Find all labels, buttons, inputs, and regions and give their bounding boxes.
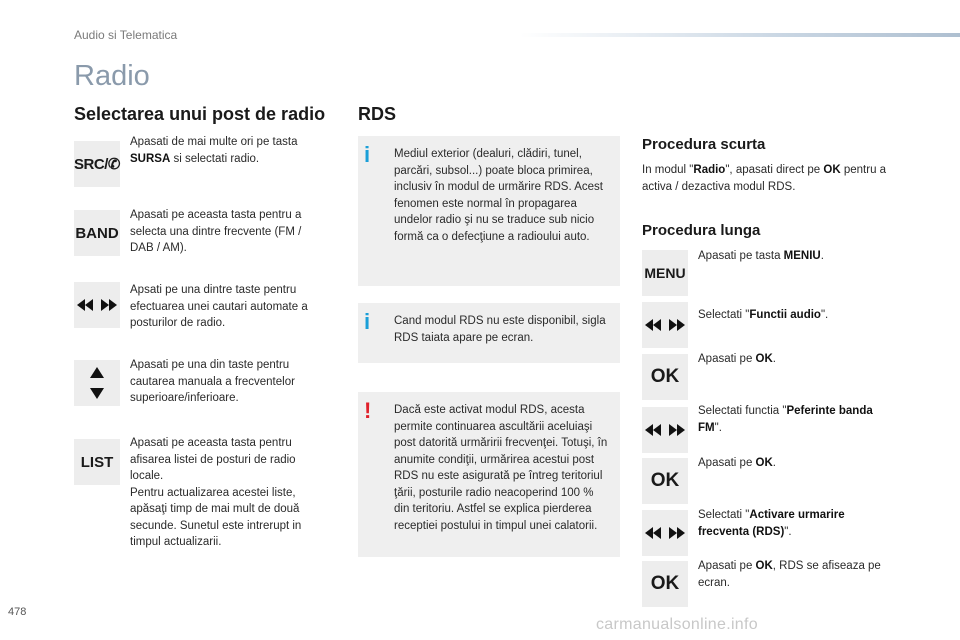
selectare-text-4: Apasati pe una din taste pentru cautarea manuala a frecventelor superioare/inferioare.: [130, 359, 295, 404]
selectare-text-3: Apsati pe una dintre taste pentru efectuarea unei cautari automate a posturilor de radio.: [130, 284, 308, 329]
src-button-icon: SRC/✆: [74, 141, 120, 187]
info-icon: i: [364, 142, 371, 167]
procedura-scurta-text: In modul "Radio", apasati direct pe OK pentru a activa / dezactiva modul RDS.: [642, 164, 887, 193]
lunga-step-5: Apasati pe OK.: [698, 457, 776, 469]
up-down-icon: [74, 360, 120, 406]
lunga-step-2: Selectati "Functii audio".: [698, 309, 829, 321]
seek-icon: [74, 282, 120, 328]
selectare-text-5: Apasati pe aceasta tasta pentru afisarea listei de posturi de radio locale. Pentru actualizarea acestei liste, apăsaţi timp de mai mult de două secunde. Sunetul este intrerupt in timpul actualizarii.: [130, 437, 302, 548]
seek-icon: [642, 407, 688, 453]
section-header: Audio si Telematica: [74, 28, 178, 42]
selectare-text-2: Apasati pe aceasta tasta pentru a selecta una dintre frecvente (FM / DAB / AM).: [130, 209, 302, 254]
seek-icon: [642, 510, 688, 556]
info-note-2: [358, 303, 620, 363]
info-icon: i: [364, 309, 371, 334]
lunga-step-1: Apasati pe tasta MENIU.: [698, 250, 824, 262]
lunga-step-7: Apasati pe OK, RDS se afiseaza pe ecran.: [698, 560, 881, 589]
heading-selectare: Selectarea unui post de radio: [74, 104, 326, 124]
seek-icon: [642, 302, 688, 348]
warning-note-text: Dacă este activat modul RDS, acesta permite continuarea ascultării aceluiaşi post datorită urmăririi frecvenţei. Totuşi, în anumite condiţii, urmărirea acestui post RDS nu este asigurată pe întreg teritoriul ţării, posturile radio neacoperind 100 % din teritoriu. Astfel se explica pierderea receptiei postului in timpul unei calatorii.: [394, 404, 608, 532]
heading-rds: RDS: [358, 104, 397, 124]
selectare-text-1: Apasati de mai multe ori pe tasta SURSA si selectati radio.: [130, 136, 298, 165]
ok-button-icon: OK: [642, 561, 688, 607]
info-note-2-text: Cand modul RDS nu este disponibil, sigla RDS taiata apare pe ecran.: [394, 315, 606, 344]
warning-note: [358, 392, 620, 557]
lunga-step-6: Selectati "Activare urmarire frecventa (RDS)".: [698, 509, 845, 538]
page-title: Radio: [74, 60, 150, 92]
list-button-icon: LIST: [74, 439, 120, 485]
info-note-1: [358, 136, 620, 286]
heading-procedura-lunga: Procedura lunga: [642, 222, 761, 239]
header-bar: [520, 33, 960, 37]
ok-button-icon: OK: [642, 354, 688, 400]
warning-icon: !: [364, 398, 372, 423]
page-number: 478: [8, 606, 27, 618]
band-button-icon: BAND: [74, 210, 120, 256]
info-note-1-text: Mediul exterior (dealuri, clădiri, tunel, parcări, subsol...) poate bloca primirea, inclusiv în modul de urmărire RDS. Acest fenomen este normal în propagarea undelor radio şi nu se traduce sub nicio formă ca o defecţiune a radioului auto.: [394, 148, 603, 243]
ok-button-icon: OK: [642, 458, 688, 504]
lunga-step-3: Apasati pe OK.: [698, 353, 776, 365]
heading-procedura-scurta: Procedura scurta: [642, 136, 766, 153]
lunga-step-4: Selectati functia "Peferinte banda FM".: [698, 405, 873, 434]
menu-button-icon: MENU: [642, 250, 688, 296]
watermark: carmanualsonline.info: [596, 616, 758, 633]
